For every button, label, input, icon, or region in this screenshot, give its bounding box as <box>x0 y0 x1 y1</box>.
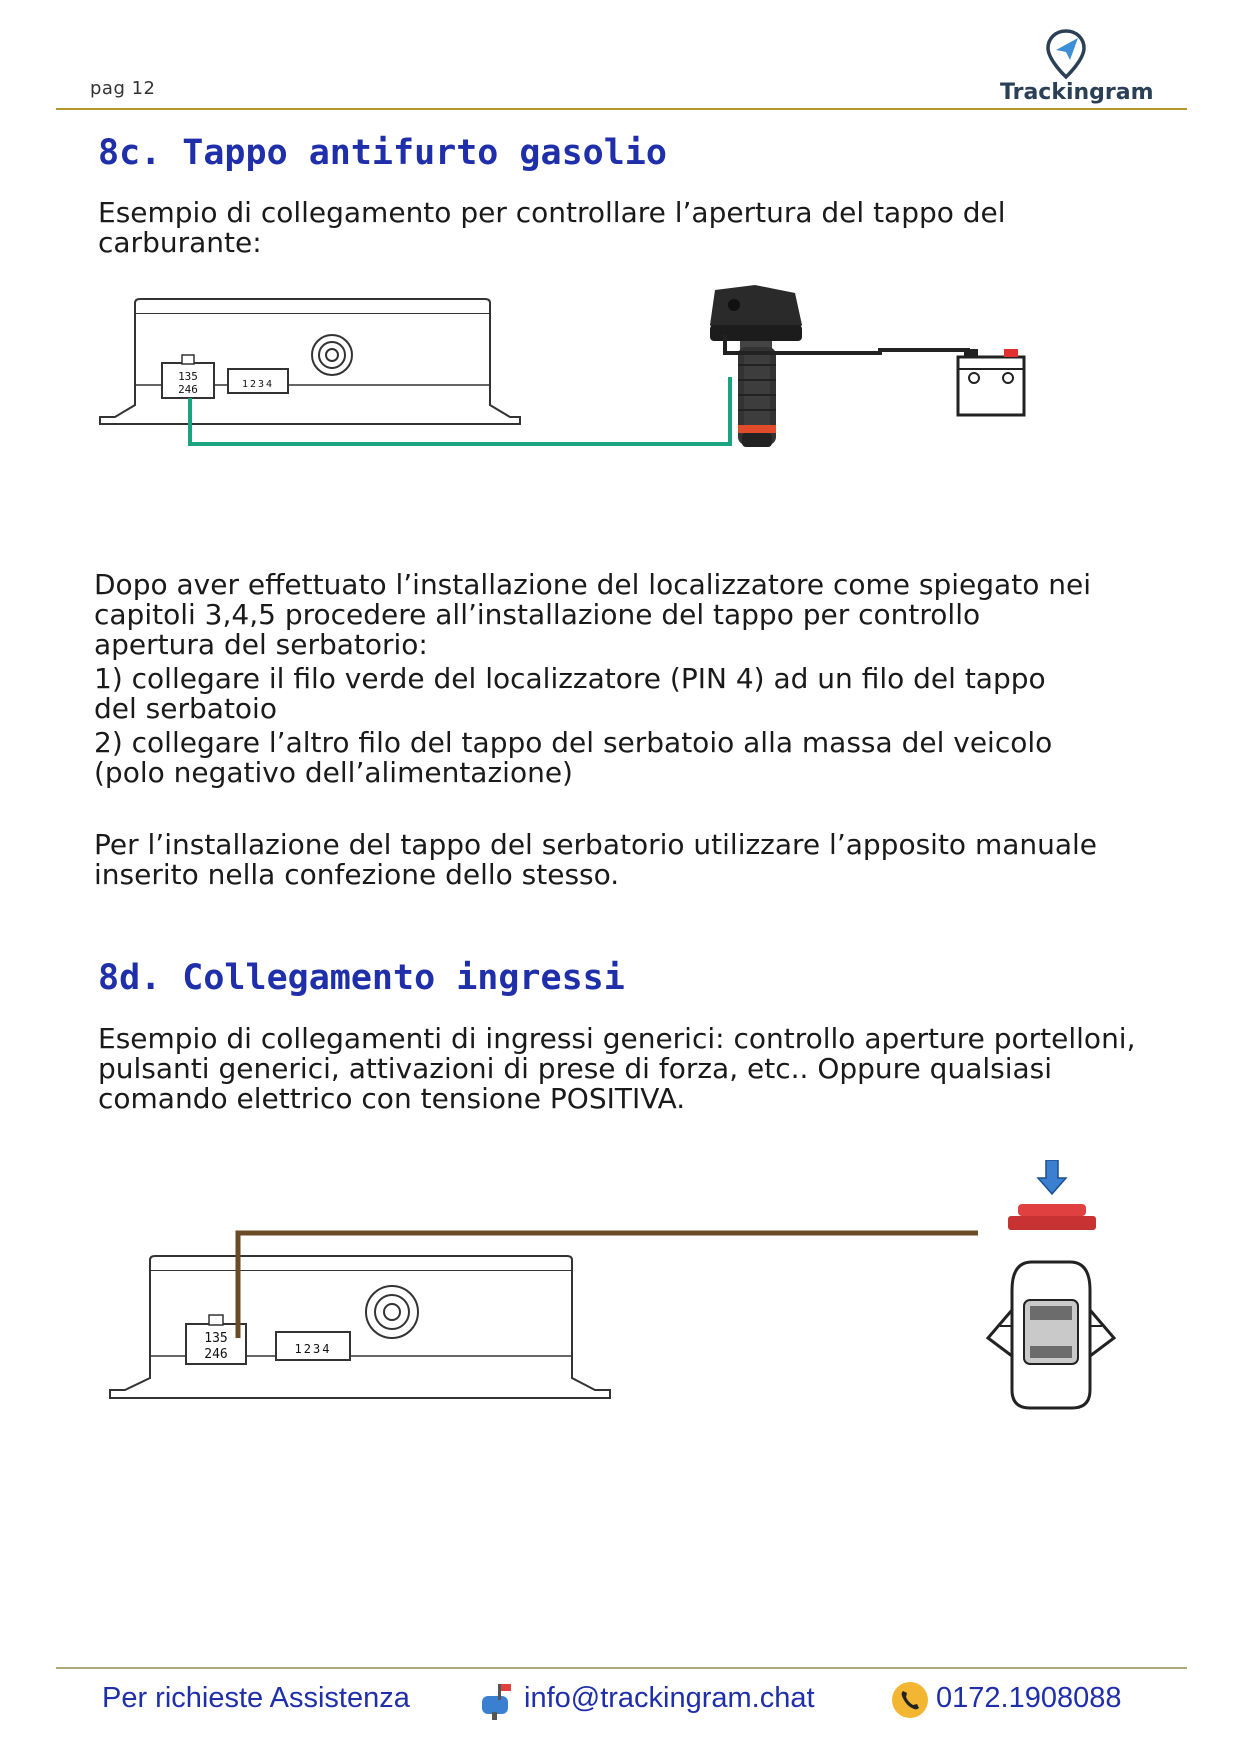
mailbox-icon <box>478 1680 518 1720</box>
car-doors-icon <box>988 1262 1114 1408</box>
connector-4-label: 1234 <box>294 1342 332 1356</box>
text-line: 2) collegare l’altro filo del tappo del serbatoio alla massa del veicolo <box>94 726 1053 759</box>
text-line: pulsanti generici, attivazioni di prese di forza, etc.. Oppure qualsiasi <box>98 1052 1053 1085</box>
text-line: Esempio di collegamenti di ingressi generici: controllo aperture portelloni, <box>98 1022 1136 1055</box>
brand-logo: Trackingram <box>1000 80 1154 105</box>
intro-8c <box>98 198 1158 258</box>
text-line: comando elettrico con tensione POSITIVA. <box>98 1082 686 1115</box>
battery-icon <box>958 349 1024 415</box>
inputs-wiring-diagram <box>100 1160 1120 1410</box>
connector-6-top-label: 135 <box>178 370 198 383</box>
support-label: Per richieste Assistenza <box>102 1682 410 1714</box>
intro-8d <box>98 1024 1158 1114</box>
text-line: carburante: <box>98 226 262 259</box>
text-line: capitoli 3,4,5 procedere all’installazione del tappo per controllo <box>94 598 981 631</box>
connector-4-label: 1234 <box>241 379 275 390</box>
location-pin-icon <box>1044 28 1088 80</box>
footer-divider <box>56 1667 1187 1669</box>
push-button-icon <box>1008 1160 1096 1230</box>
section-title-8d: 8d. Collegamento ingressi <box>98 958 625 998</box>
tracker-device <box>100 299 520 424</box>
note-8c <box>94 830 1154 890</box>
connector-6-top-label: 135 <box>204 1331 228 1346</box>
text-line: Per l’installazione del tappo del serbatorio utilizzare l’apposito manuale <box>94 828 1098 861</box>
fuel-cap-wiring-diagram <box>90 285 1170 505</box>
support-phone-link[interactable]: 0172.1908088 <box>936 1682 1122 1714</box>
tracker-device <box>110 1256 610 1398</box>
instructions-8c <box>94 570 1154 788</box>
text-line: Dopo aver effettuato l’installazione del localizzatore come spiegato nei <box>94 568 1091 601</box>
text-line: inserito nella confezione dello stesso. <box>94 858 620 891</box>
connector-6-bottom-label: 246 <box>178 383 198 396</box>
connector-6-bottom-label: 246 <box>204 1347 228 1362</box>
section-title-8c: 8c. Tappo antifurto gasolio <box>98 133 667 173</box>
text-line: 1) collegare il filo verde del localizzatore (PIN 4) ad un filo del tappo <box>94 662 1046 695</box>
text-line: apertura del serbatorio: <box>94 628 428 661</box>
text-line: del serbatoio <box>94 692 277 725</box>
text-line: (polo negativo dell’alimentazione) <box>94 756 573 789</box>
fuel-cap-image <box>710 285 802 447</box>
text-line: Esempio di collegamento per controllare l’apertura del tappo del <box>98 196 1006 229</box>
support-email-link[interactable]: info@trackingram.chat <box>524 1682 815 1714</box>
phone-icon <box>890 1680 930 1720</box>
page-number: pag 12 <box>90 78 156 99</box>
header-divider <box>56 108 1187 110</box>
